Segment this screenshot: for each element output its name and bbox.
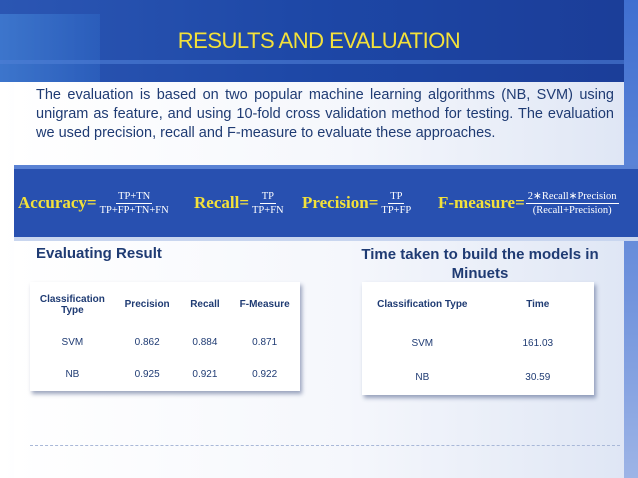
recall-numerator: TP (261, 190, 274, 202)
precision-numerator: TP (390, 190, 403, 202)
table-row (31, 327, 300, 359)
header-classification-type: Classification Type (363, 283, 483, 327)
fmeasure-label: F-measure= (438, 193, 525, 212)
time-taken-table (362, 282, 594, 395)
slide-title: RESULTS AND EVALUATION (177, 28, 461, 53)
precision-label: Precision= (302, 193, 379, 212)
intro-paragraph: The evaluation is based on two popular machine learning algorithms (NB, SVM) using unigram as feature, and using 10-fold cross validation method for testing. The evaluation we used precision, recall and F-measure to evaluate these approaches. (36, 87, 614, 141)
cell-type: SVM (363, 327, 483, 361)
precision-denominator: TP+FP (381, 204, 412, 216)
fmeasure-formula (438, 177, 619, 229)
precision-formula (302, 177, 413, 229)
fmeasure-numerator: 2∗Recall∗Precision (527, 191, 617, 202)
table-row (363, 327, 594, 361)
cell-precision: 0.862 (114, 327, 180, 359)
formula-band (14, 165, 638, 241)
cell-precision: 0.925 (114, 359, 180, 391)
evaluating-result-table (30, 282, 300, 391)
accuracy-formula (18, 177, 171, 229)
header-recall: Recall (180, 283, 230, 327)
accuracy-denominator: TP+FP+TN+FN (99, 204, 169, 216)
cell-type: NB (363, 361, 483, 395)
cell-f-measure: 0.871 (230, 327, 300, 359)
table-row (31, 359, 300, 391)
header-f-measure: F-Measure (230, 283, 300, 327)
precision-fraction (379, 190, 413, 217)
accuracy-numerator: TP+TN (118, 190, 151, 202)
cell-type: SVM (31, 327, 115, 359)
header-time: Time (482, 283, 593, 327)
fmeasure-denominator: (Recall+Precision) (532, 205, 612, 216)
footer-divider (30, 445, 620, 446)
recall-denominator: TP+FN (252, 204, 284, 216)
cell-f-measure: 0.922 (230, 359, 300, 391)
fmeasure-fraction (526, 189, 619, 217)
evaluating-result-heading: Evaluating Result (36, 245, 162, 262)
time-taken-heading: Time taken to build the models in Minuets (361, 246, 599, 282)
recall-label: Recall= (194, 193, 250, 212)
cell-time: 30.59 (482, 361, 593, 395)
accuracy-fraction (98, 190, 171, 217)
recall-fraction (250, 190, 286, 217)
table-header-row (31, 283, 300, 327)
table-header-row (363, 283, 594, 327)
cell-recall: 0.884 (180, 327, 230, 359)
table-row (363, 361, 594, 395)
accuracy-label: Accuracy= (18, 193, 97, 212)
header-precision: Precision (114, 283, 180, 327)
header-classification-type: Classification Type (31, 283, 115, 327)
cell-time: 161.03 (482, 327, 593, 361)
recall-formula (194, 177, 286, 229)
cell-type: NB (31, 359, 115, 391)
cell-recall: 0.921 (180, 359, 230, 391)
